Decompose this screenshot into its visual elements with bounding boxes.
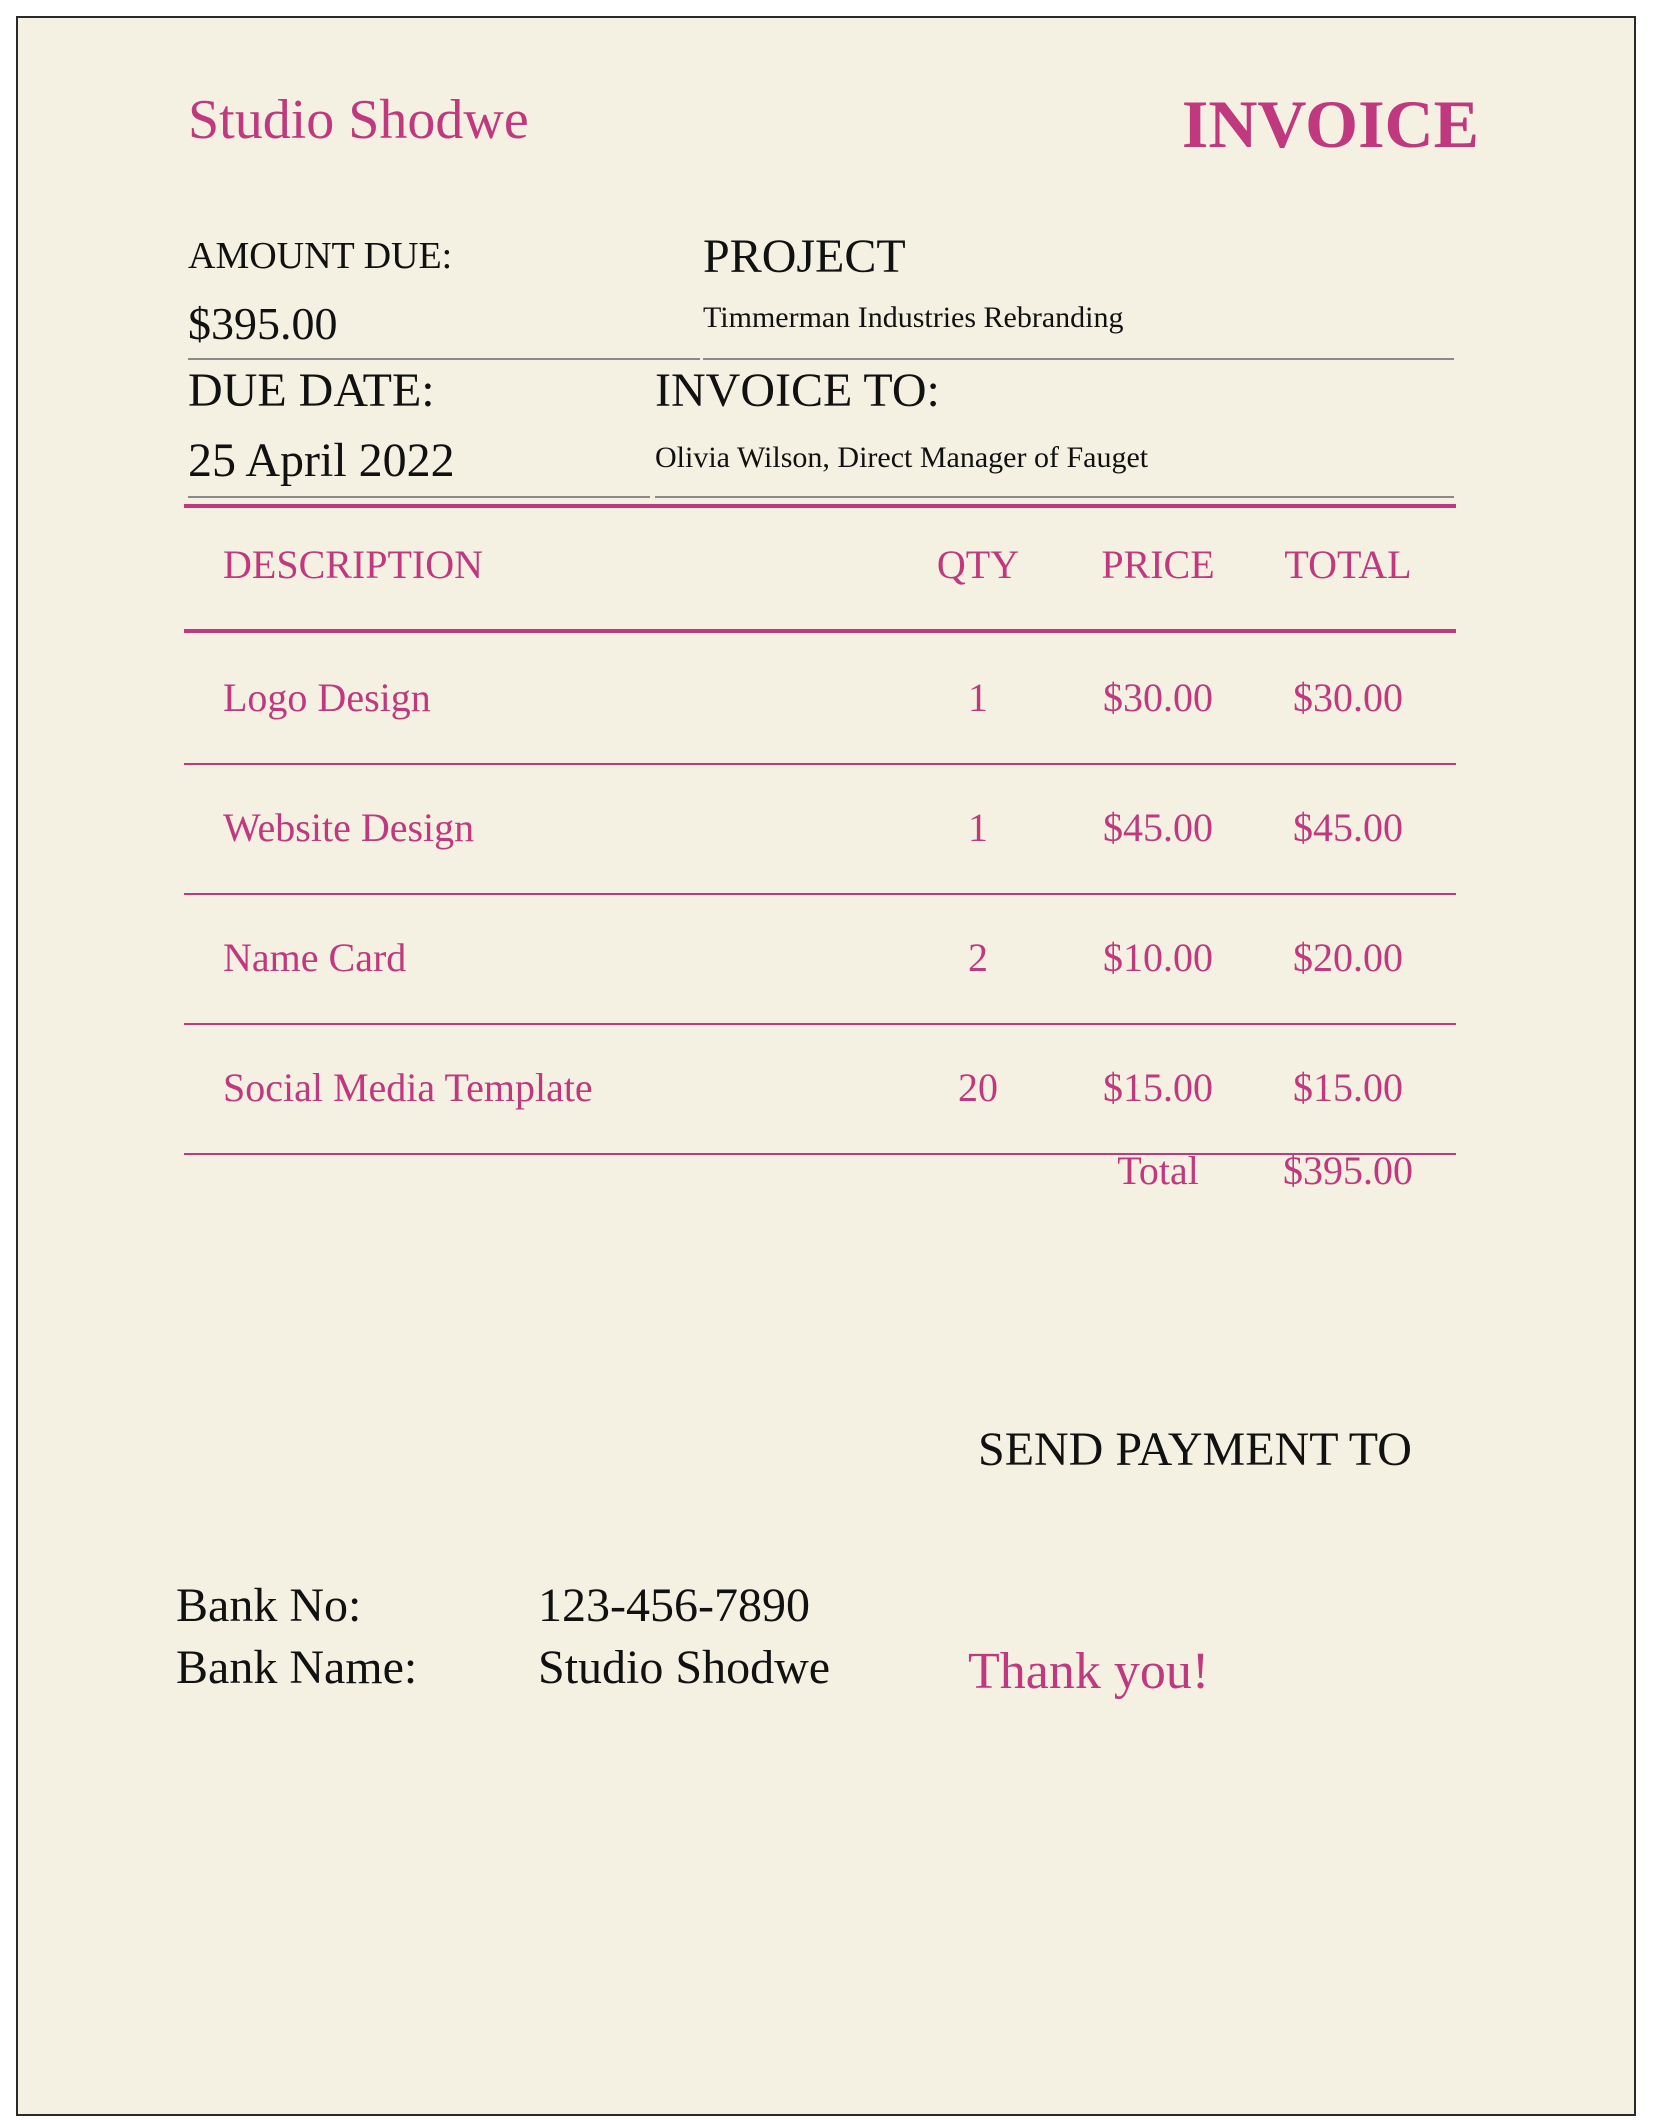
due-date-label: DUE DATE:: [188, 364, 435, 417]
amount-due-divider: [188, 358, 700, 360]
row-description: Social Media Template: [223, 1065, 593, 1110]
send-payment-heading: SEND PAYMENT TO: [978, 1423, 1412, 1476]
bank-no-value: 123-456-7890: [538, 1579, 810, 1632]
invoice-to-divider: [655, 496, 1454, 498]
thank-you-note: Thank you!: [968, 1643, 1210, 1700]
amount-due-value: $395.00: [188, 298, 338, 349]
header-description: DESCRIPTION: [223, 542, 484, 587]
row-total: $45.00: [1293, 805, 1403, 850]
row-divider: [184, 763, 1456, 765]
row-price: $15.00: [1103, 1065, 1213, 1110]
invoice-page: [16, 16, 1636, 2116]
header-total: TOTAL: [1284, 542, 1412, 587]
project-divider: [703, 358, 1454, 360]
due-date-divider: [188, 496, 650, 498]
grand-total-label: Total: [1117, 1148, 1199, 1193]
invoice-title: INVOICE: [1181, 86, 1479, 162]
row-qty: 1: [968, 675, 988, 720]
row-divider: [184, 893, 1456, 895]
table-top-rule: [184, 504, 1456, 508]
project-label: PROJECT: [703, 230, 906, 283]
bank-name-value: Studio Shodwe: [538, 1641, 831, 1694]
bank-no-label: Bank No:: [176, 1579, 362, 1632]
row-price: $45.00: [1103, 805, 1213, 850]
company-name: Studio Shodwe: [188, 89, 529, 151]
row-total: $30.00: [1293, 675, 1403, 720]
invoice-to-label: INVOICE TO:: [655, 364, 940, 417]
header-qty: QTY: [936, 542, 1020, 587]
due-date-value: 25 April 2022: [188, 434, 455, 487]
row-price: $10.00: [1103, 935, 1213, 980]
row-total: $15.00: [1293, 1065, 1403, 1110]
row-total: $20.00: [1293, 935, 1403, 980]
row-description: Website Design: [223, 805, 475, 850]
project-value: Timmerman Industries Rebranding: [703, 301, 1124, 334]
grand-total-value: $395.00: [1283, 1148, 1413, 1193]
amount-due-label: AMOUNT DUE:: [188, 235, 453, 277]
bank-name-label: Bank Name:: [176, 1641, 418, 1694]
row-price: $30.00: [1103, 675, 1213, 720]
row-divider: [184, 1023, 1456, 1025]
row-qty: 20: [958, 1065, 998, 1110]
header-price: PRICE: [1101, 542, 1215, 587]
table-header-rule: [184, 629, 1456, 633]
row-description: Name Card: [223, 935, 407, 980]
row-description: Logo Design: [223, 675, 431, 720]
row-qty: 1: [968, 805, 988, 850]
invoice-to-value: Olivia Wilson, Direct Manager of Fauget: [655, 441, 1149, 474]
row-qty: 2: [968, 935, 988, 980]
